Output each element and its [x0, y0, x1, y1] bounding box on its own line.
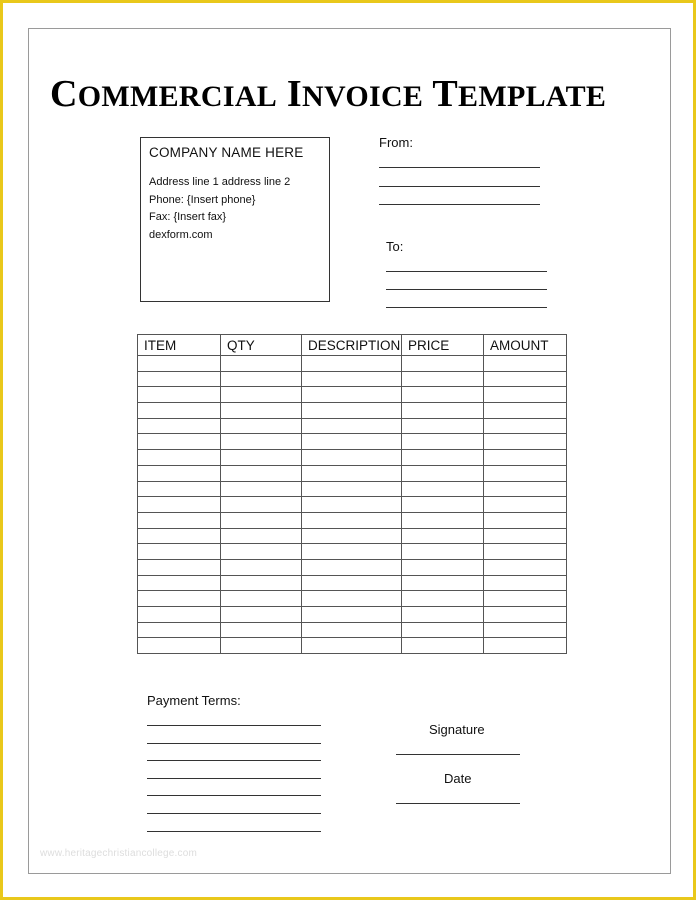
payment-terms-line-3[interactable]	[147, 760, 321, 761]
table-cell[interactable]	[138, 481, 221, 497]
table-cell[interactable]	[484, 528, 567, 544]
table-row	[138, 387, 567, 403]
table-cell[interactable]	[302, 591, 402, 607]
table-cell[interactable]	[138, 559, 221, 575]
table-cell[interactable]	[302, 481, 402, 497]
from-line-3[interactable]	[379, 204, 540, 205]
table-body	[138, 356, 567, 654]
table-cell[interactable]	[484, 418, 567, 434]
table-cell[interactable]	[402, 465, 484, 481]
table-cell[interactable]	[402, 591, 484, 607]
table-cell[interactable]	[402, 387, 484, 403]
table-row	[138, 544, 567, 560]
table-cell[interactable]	[302, 638, 402, 654]
table-row	[138, 497, 567, 513]
table-cell[interactable]	[484, 371, 567, 387]
table-cell[interactable]	[138, 575, 221, 591]
payment-terms-line-1[interactable]	[147, 725, 321, 726]
table-cell[interactable]	[221, 356, 302, 372]
table-cell[interactable]	[484, 544, 567, 560]
table-cell[interactable]	[302, 559, 402, 575]
table-cell[interactable]	[221, 481, 302, 497]
table-cell[interactable]	[402, 403, 484, 419]
table-cell[interactable]	[402, 450, 484, 466]
table-cell[interactable]	[302, 575, 402, 591]
payment-terms-line-2[interactable]	[147, 743, 321, 744]
table-cell[interactable]	[302, 371, 402, 387]
table-row	[138, 575, 567, 591]
company-phone: Phone: {Insert phone}	[149, 193, 256, 206]
table-cell[interactable]	[302, 450, 402, 466]
table-cell[interactable]	[221, 418, 302, 434]
table-cell[interactable]	[221, 434, 302, 450]
table-row	[138, 403, 567, 419]
table-cell[interactable]	[138, 544, 221, 560]
from-label: From:	[379, 135, 413, 150]
header-price: PRICE	[402, 335, 484, 356]
table-cell[interactable]	[302, 356, 402, 372]
table-cell[interactable]	[221, 497, 302, 513]
table-cell[interactable]	[484, 638, 567, 654]
company-fax: Fax: {Insert fax}	[149, 211, 227, 223]
table-cell[interactable]	[302, 403, 402, 419]
company-details	[149, 174, 321, 244]
table-row	[138, 512, 567, 528]
table-cell[interactable]	[138, 387, 221, 403]
page-title: COMMERCIAL INVOICE TEMPLATE	[50, 73, 607, 115]
table-cell[interactable]	[221, 465, 302, 481]
table-cell[interactable]	[138, 591, 221, 607]
table-cell[interactable]	[302, 544, 402, 560]
table-cell[interactable]	[221, 387, 302, 403]
table-cell[interactable]	[221, 607, 302, 623]
from-line-2[interactable]	[379, 186, 540, 187]
table-cell[interactable]	[484, 512, 567, 528]
table-cell[interactable]	[302, 607, 402, 623]
table-cell[interactable]	[138, 638, 221, 654]
table-row	[138, 371, 567, 387]
items-table	[137, 334, 567, 654]
table-cell[interactable]	[138, 450, 221, 466]
date-line[interactable]	[396, 803, 520, 804]
table-cell[interactable]	[221, 622, 302, 638]
table-cell[interactable]	[302, 465, 402, 481]
table-cell[interactable]	[484, 591, 567, 607]
table-cell[interactable]	[302, 528, 402, 544]
table-cell[interactable]	[302, 497, 402, 513]
table-cell[interactable]	[221, 638, 302, 654]
from-line-1[interactable]	[379, 167, 540, 168]
table-cell[interactable]	[138, 622, 221, 638]
table-row	[138, 559, 567, 575]
table-cell[interactable]	[138, 497, 221, 513]
table-cell[interactable]	[221, 591, 302, 607]
table-row	[138, 481, 567, 497]
company-website: dexform.com	[149, 228, 213, 241]
table-cell[interactable]	[402, 481, 484, 497]
table-cell[interactable]	[484, 387, 567, 403]
table-cell[interactable]	[402, 622, 484, 638]
table-cell[interactable]	[221, 512, 302, 528]
table-cell[interactable]	[402, 528, 484, 544]
table-cell[interactable]	[484, 575, 567, 591]
table-cell[interactable]	[484, 465, 567, 481]
to-line-1[interactable]	[386, 271, 547, 272]
header-qty: QTY	[221, 335, 302, 356]
table-cell[interactable]	[138, 371, 221, 387]
signature-label: Signature	[429, 722, 485, 737]
payment-terms-line-7[interactable]	[147, 831, 321, 832]
date-label: Date	[444, 771, 472, 786]
table-cell[interactable]	[402, 371, 484, 387]
table-cell[interactable]	[402, 434, 484, 450]
table-row	[138, 434, 567, 450]
table-row	[138, 418, 567, 434]
table-row	[138, 622, 567, 638]
table-row	[138, 450, 567, 466]
watermark: www.heritagechristiancollege.com	[40, 848, 198, 859]
table-cell[interactable]	[484, 356, 567, 372]
table-cell[interactable]	[138, 465, 221, 481]
table-row	[138, 528, 567, 544]
table-header-row	[138, 335, 567, 356]
table-cell[interactable]	[138, 528, 221, 544]
table-cell[interactable]	[302, 622, 402, 638]
header-amount: AMOUNT	[484, 335, 567, 356]
table-cell[interactable]	[402, 559, 484, 575]
table-cell[interactable]	[402, 512, 484, 528]
table-cell[interactable]	[221, 450, 302, 466]
table-cell[interactable]	[302, 387, 402, 403]
table-cell[interactable]	[402, 575, 484, 591]
header-description: DESCRIPTION	[302, 335, 402, 356]
company-name: COMPANY NAME HERE	[149, 145, 304, 160]
table-cell[interactable]	[484, 497, 567, 513]
company-info-box	[140, 137, 330, 302]
company-address: Address line 1 address line 2	[149, 176, 291, 188]
table-cell[interactable]	[221, 403, 302, 419]
table-row	[138, 356, 567, 372]
to-line-3[interactable]	[386, 307, 547, 308]
table-row	[138, 638, 567, 654]
table-cell[interactable]	[484, 607, 567, 623]
table-cell[interactable]	[484, 403, 567, 419]
table-row	[138, 465, 567, 481]
table-cell[interactable]	[221, 528, 302, 544]
payment-terms-line-4[interactable]	[147, 778, 321, 779]
table-cell[interactable]	[402, 356, 484, 372]
table-cell[interactable]	[484, 622, 567, 638]
table-cell[interactable]	[138, 434, 221, 450]
table-cell[interactable]	[302, 418, 402, 434]
table-cell[interactable]	[402, 497, 484, 513]
table-cell[interactable]	[138, 607, 221, 623]
table-cell[interactable]	[221, 544, 302, 560]
table-cell[interactable]	[484, 481, 567, 497]
table-cell[interactable]	[138, 512, 221, 528]
table-cell[interactable]	[138, 403, 221, 419]
table-row	[138, 607, 567, 623]
table-cell[interactable]	[402, 418, 484, 434]
table-cell[interactable]	[402, 544, 484, 560]
payment-terms-label: Payment Terms:	[147, 693, 241, 708]
table-cell[interactable]	[402, 638, 484, 654]
table-cell[interactable]	[138, 418, 221, 434]
table-cell[interactable]	[221, 559, 302, 575]
table-cell[interactable]	[484, 434, 567, 450]
table-cell[interactable]	[302, 512, 402, 528]
signature-line[interactable]	[396, 754, 520, 755]
table-cell[interactable]	[484, 450, 567, 466]
table-cell[interactable]	[138, 356, 221, 372]
table-cell[interactable]	[221, 371, 302, 387]
table-cell[interactable]	[484, 559, 567, 575]
payment-terms-line-6[interactable]	[147, 813, 321, 814]
table-row	[138, 591, 567, 607]
header-item: ITEM	[138, 335, 221, 356]
table-cell[interactable]	[221, 575, 302, 591]
to-label: To:	[386, 239, 404, 254]
payment-terms-line-5[interactable]	[147, 795, 321, 796]
to-line-2[interactable]	[386, 289, 547, 290]
table-cell[interactable]	[302, 434, 402, 450]
table-cell[interactable]	[402, 607, 484, 623]
